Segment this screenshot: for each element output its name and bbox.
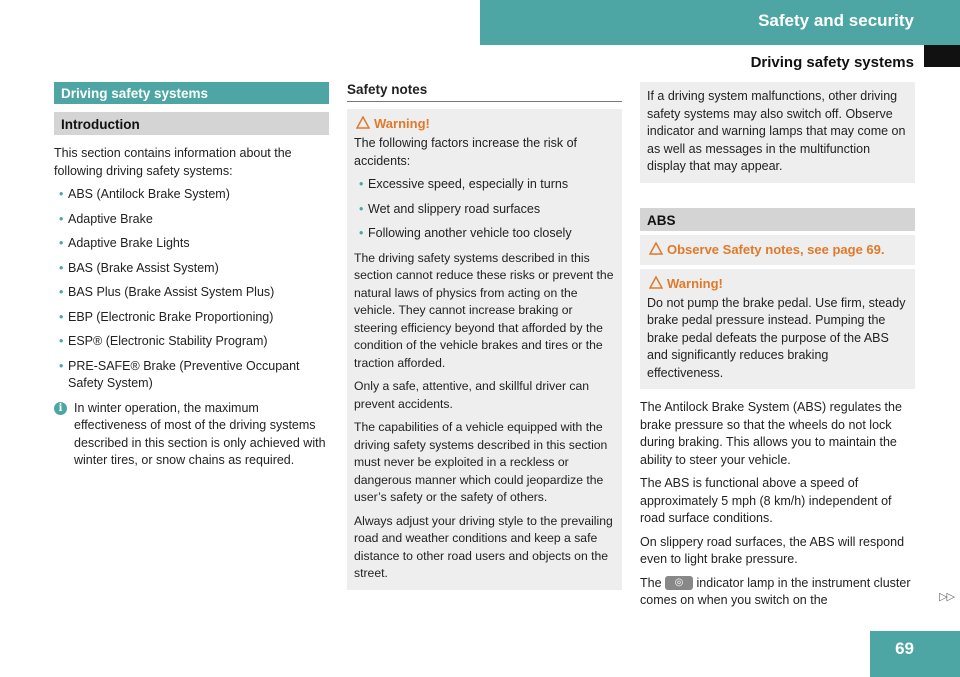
column-3 [640,82,915,616]
warning-triangle-icon [356,116,370,129]
list-item: • EBP (Electronic Brake Proportioning) [59,309,274,324]
page-number: 69 [895,639,914,658]
warning-title: Warning! [647,275,908,292]
abs-lamp-icon: ◎ [665,576,693,590]
list-item: • Wet and slippery road surfaces [359,201,541,216]
list-item: • PRE-SAFE® Brake (Preventive Occupant Safety System) [59,358,300,390]
paragraph: The Antilock Brake System (ABS) regulates the brake pressure so that the wheels do not lock during braking. This allows you to maintain the ability to steer your vehicle. [640,400,902,467]
warning-text: Do not pump the brake pedal. Use firm, steady brake pedal pressure instead. Pumping the brake pedal defeats the purpose of the ABS and significantly reduces braking effectiveness. [647,295,906,380]
warning-panel [347,109,622,590]
list-item: • ESP® (Electronic Stability Program) [59,334,268,348]
warning-triangle-icon [649,276,663,289]
continue-arrow-icon: ▷▷ [939,591,954,603]
abs-warning-panel [640,269,915,390]
paragraph: The ABS is functional above a speed of approximately 5 mph (8 km/h) independent of road surface conditions. [640,476,892,525]
list-item: • Following another vehicle too closely [359,226,572,240]
section-title: Driving safety systems [750,54,914,71]
observe-panel [640,235,915,265]
warning-intro: The following factors increase the risk of accidents: [354,136,578,168]
chapter-tab [480,0,960,45]
column-1 [54,82,329,470]
section-marker [924,45,960,67]
list-item: • Adaptive Brake [59,211,153,226]
paragraph: The driving safety systems described in this section cannot reduce these risks or prevent the natural laws of physics from acting on the vehicle. They cannot increase braking or steering efficiency beyond that afforded by the condition of the vehicle brakes and tires or the traction afforded. [354,250,614,370]
heading-driving-safety-systems: Driving safety systems [54,82,329,104]
malfunction-note: If a driving system malfunctions, other driving safety systems may also switch off. Observe indicator and warning lamps that may come on as well as messages in the multifunction display that may appear. [640,82,915,183]
list-item: • ABS (Antilock Brake System) [59,187,230,201]
observe-link[interactable]: Observe Safety notes, see page 69. [647,241,908,258]
heading-safety-notes: Safety notes [347,82,622,102]
intro-text: This section contains information about the following driving safety systems: [54,146,292,178]
heading-abs: ABS [640,208,915,231]
list-item: • Adaptive Brake Lights [59,236,190,250]
warning-triangle-icon [649,242,663,255]
info-note: i In winter operation, the maximum effectiveness of most of the driving systems described in this section is only achieved with winter tires, or snow chains as required. [54,400,329,470]
paragraph: The capabilities of a vehicle equipped with the driving safety systems described in this section must never be exploited in a reckless or dangerous manner which could jeopardize the user’s safety or the safety of others. [354,420,608,504]
chapter-title: Safety and security [758,11,914,30]
paragraph: On slippery road surfaces, the ABS will respond even to light brake pressure. [640,534,905,566]
heading-introduction: Introduction [54,112,329,135]
info-icon: i [54,402,67,415]
list-item: • BAS Plus (Brake Assist System Plus) [59,285,275,299]
warning-title: Warning! [354,115,615,132]
list-item: • BAS (Brake Assist System) [59,260,219,275]
lamp-paragraph: The ◎ indicator lamp in the instrument cluster comes on when you switch on the [640,575,911,607]
column-2 [347,82,622,590]
page-number-tab [870,631,960,677]
list-item: • Excessive speed, especially in turns [359,177,569,191]
paragraph: Only a safe, attentive, and skillful driver can prevent accidents. [354,379,590,411]
paragraph: Always adjust your driving style to the prevailing road and weather conditions and keep a safe distance to other road users and objects on the street. [354,513,613,580]
